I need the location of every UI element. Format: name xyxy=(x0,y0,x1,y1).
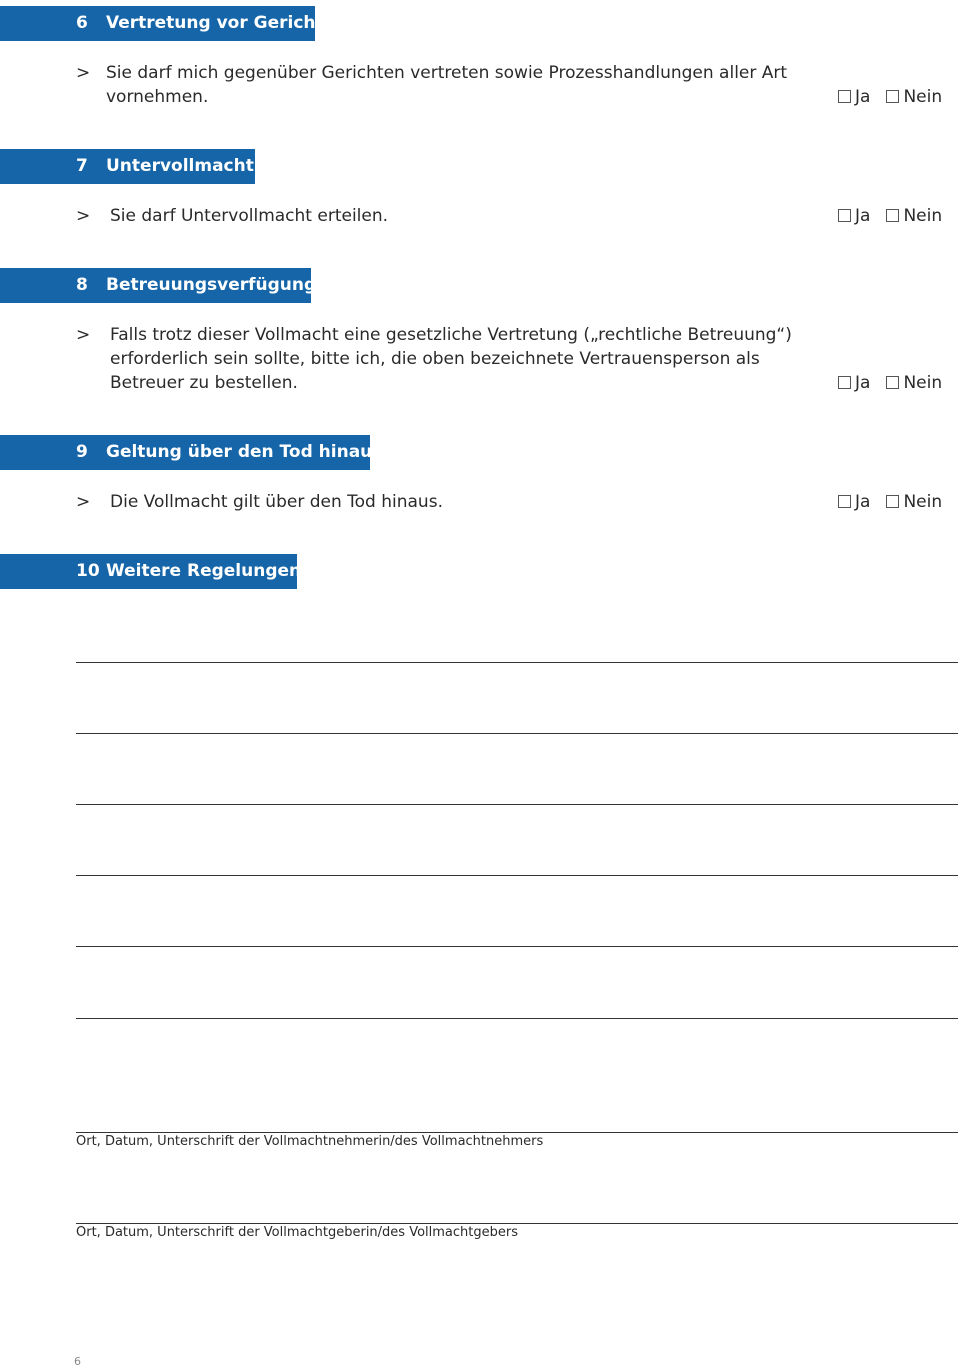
section-6-text-line-1: Sie darf mich gegenüber Gerichten vertreten sowie Prozesshandlungen aller Art xyxy=(106,63,788,83)
section-9-text-line-1: Die Vollmacht gilt über den Tod hinaus. xyxy=(110,492,443,512)
yes-label: Ja xyxy=(855,87,871,107)
writing-line[interactable] xyxy=(76,804,958,805)
checkbox-icon[interactable] xyxy=(838,495,851,508)
no-option[interactable] xyxy=(886,204,942,228)
section-title: Betreuungsverfügung xyxy=(106,275,317,295)
checkbox-icon[interactable] xyxy=(886,376,899,389)
no-option[interactable] xyxy=(886,85,942,109)
section-6-options xyxy=(838,85,942,109)
yes-option[interactable] xyxy=(838,371,870,395)
section-title: Geltung über den Tod hinaus xyxy=(106,442,383,462)
section-number: 9 xyxy=(76,442,88,462)
checkbox-icon[interactable] xyxy=(886,90,899,103)
yes-label: Ja xyxy=(855,492,871,512)
signature-line-principal[interactable] xyxy=(76,1223,958,1224)
bullet-arrow: > xyxy=(76,325,91,345)
section-header-8 xyxy=(0,268,317,303)
writing-line[interactable] xyxy=(76,733,958,734)
no-option[interactable] xyxy=(886,490,942,514)
section-9-options xyxy=(838,490,942,514)
signature-label-principal: Ort, Datum, Unterschrift der Vollmachtgeberin/des Vollmachtgebers xyxy=(76,1225,518,1240)
section-8-text-line-3: Betreuer zu bestellen. xyxy=(110,373,298,393)
checkbox-icon[interactable] xyxy=(886,495,899,508)
section-8-text-line-1: Falls trotz dieser Vollmacht eine gesetzliche Vertretung („rechtliche Betreuung“) xyxy=(110,325,792,345)
section-number: 6 xyxy=(76,13,88,33)
section-6-text-line-2: vornehmen. xyxy=(106,87,209,107)
no-label: Nein xyxy=(903,206,943,226)
writing-line[interactable] xyxy=(76,1018,958,1019)
section-header-10 xyxy=(0,554,302,589)
section-7-options xyxy=(838,204,942,228)
section-title: Vertretung vor Gericht xyxy=(106,13,324,33)
checkbox-icon[interactable] xyxy=(886,209,899,222)
no-label: Nein xyxy=(903,87,943,107)
section-8-options xyxy=(838,371,942,395)
section-8-text-line-2: erforderlich sein sollte, bitte ich, die oben bezeichnete Vertrauensperson als xyxy=(110,349,760,369)
checkbox-icon[interactable] xyxy=(838,376,851,389)
page-number: 6 xyxy=(74,1355,81,1368)
writing-line[interactable] xyxy=(76,946,958,947)
bullet-arrow: > xyxy=(76,206,91,226)
section-header-6 xyxy=(0,6,324,41)
bullet-arrow: > xyxy=(76,492,91,512)
signature-line-agent[interactable] xyxy=(76,1132,958,1133)
writing-line[interactable] xyxy=(76,662,958,663)
section-number: 10 xyxy=(76,561,100,581)
yes-option[interactable] xyxy=(838,85,870,109)
yes-label: Ja xyxy=(855,206,871,226)
section-number: 7 xyxy=(76,156,88,176)
writing-line[interactable] xyxy=(76,875,958,876)
checkbox-icon[interactable] xyxy=(838,90,851,103)
no-option[interactable] xyxy=(886,371,942,395)
no-label: Nein xyxy=(903,373,943,393)
section-number: 8 xyxy=(76,275,88,295)
section-header-9 xyxy=(0,435,383,470)
section-title: Untervollmacht xyxy=(106,156,254,176)
section-header-7 xyxy=(0,149,255,184)
section-7-text-line-1: Sie darf Untervollmacht erteilen. xyxy=(110,206,389,226)
yes-option[interactable] xyxy=(838,204,870,228)
bullet-arrow: > xyxy=(76,63,91,83)
yes-option[interactable] xyxy=(838,490,870,514)
no-label: Nein xyxy=(903,492,943,512)
yes-label: Ja xyxy=(855,373,871,393)
section-title: Weitere Regelungen xyxy=(106,561,302,581)
signature-label-agent: Ort, Datum, Unterschrift der Vollmachtnehmerin/des Vollmachtnehmers xyxy=(76,1134,544,1149)
checkbox-icon[interactable] xyxy=(838,209,851,222)
